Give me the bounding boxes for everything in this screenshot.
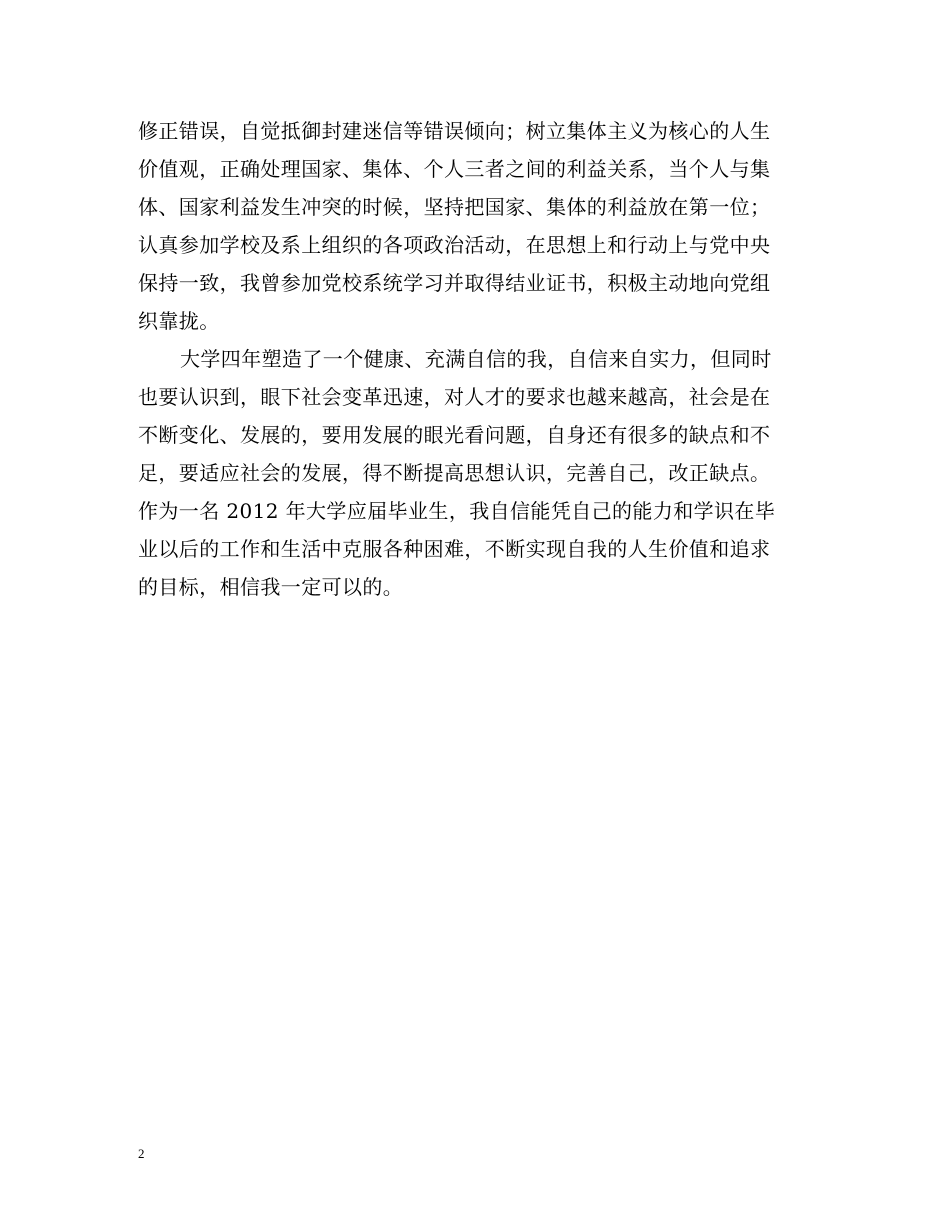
- document-body: [138, 112, 818, 606]
- text-line: 织靠拢。: [138, 309, 220, 333]
- text-line: 大学四年塑造了一个健康、充满自信的我，自信来自实力，但同时: [180, 347, 772, 371]
- text-line: 体、国家利益发生冲突的时候，坚持把国家、集体的利益放在第一位；: [138, 195, 771, 219]
- text-line: 认真参加学校及系上组织的各项政治活动，在思想上和行动上与党中央: [138, 233, 771, 257]
- text-line: 修正错误，自觉抵御封建迷信等错误倾向；树立集体主义为核心的人生: [138, 119, 771, 143]
- text-line: 的目标，相信我一定可以的。: [138, 575, 404, 599]
- text-line: 业以后的工作和生活中克服各种困难，不断实现自我的人生价值和追求: [138, 537, 771, 561]
- text-line: 价值观，正确处理国家、集体、个人三者之间的利益关系，当个人与集: [138, 157, 771, 181]
- text-line: 保持一致，我曾参加党校系统学习并取得结业证书，积极主动地向党组: [138, 271, 771, 295]
- text-line: 不断变化、发展的，要用发展的眼光看问题，自身还有很多的缺点和不: [138, 423, 771, 447]
- text-line: 足，要适应社会的发展，得不断提高思想认识，完善自己，改正缺点。: [138, 461, 771, 485]
- text-line: 也要认识到，眼下社会变革迅速，对人才的要求也越来越高，社会是在: [138, 385, 771, 409]
- text-line: 作为一名 2012 年大学应届毕业生，我自信能凭自己的能力和学识在毕: [138, 499, 776, 523]
- page-number: 2: [138, 1146, 145, 1161]
- paragraph-self-confidence: [138, 340, 818, 606]
- paragraph-political-thought: [138, 112, 818, 340]
